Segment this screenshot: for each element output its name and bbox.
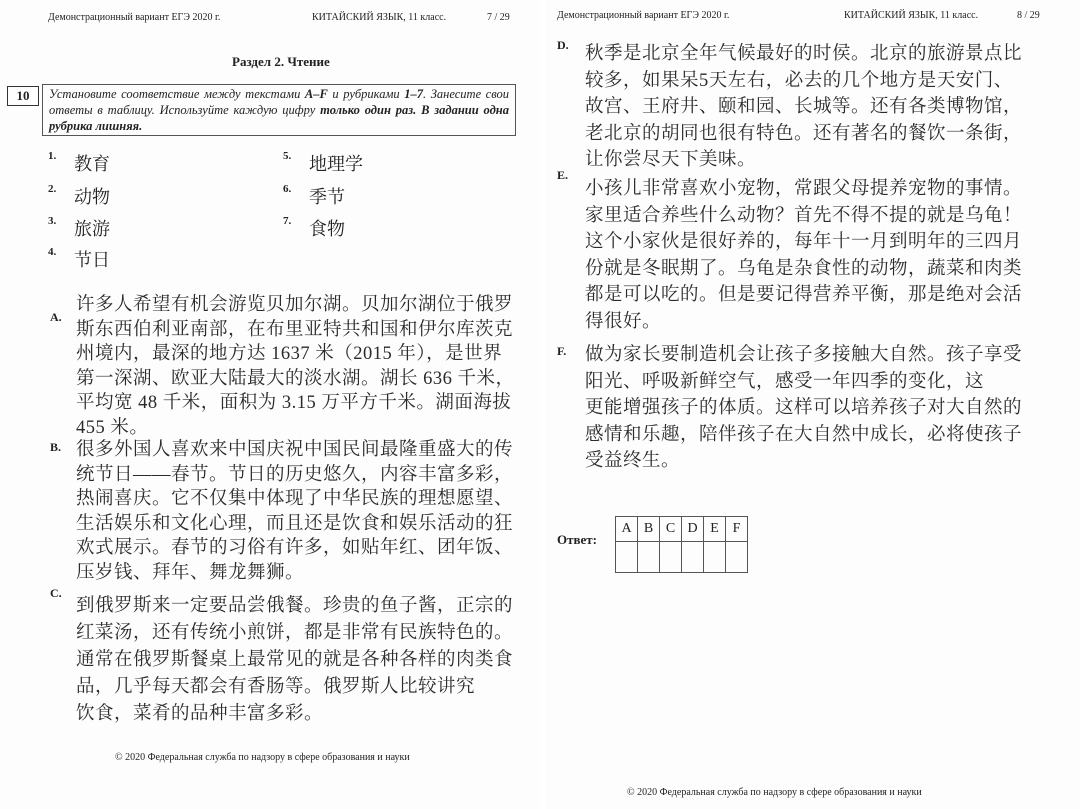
text-a-letter: A. [50,310,62,324]
text-line: 许多人希望有机会游览贝加尔湖。贝加尔湖位于俄罗 [76,295,514,315]
text-d-letter: D. [557,38,569,52]
rubric-number: 1. [48,150,57,162]
rubric-label: 节日 [74,250,110,270]
text-line: 做为家长要制造机会让孩子多接触大自然。孩子享受 [585,345,1023,365]
text-line: 让你尝尽天下美味。 [585,150,757,170]
instruction-bold: только один раз. В задании одна рубрика лишняя. [49,103,509,133]
rubric-number: 7. [283,215,292,227]
instruction-text: . Занесите свои ответы в таблицу. Используйте каждую цифру [49,87,509,117]
rubric-number: 2. [48,183,57,195]
text-line: 感情和乐趣，陪伴孩子在大自然中成长，必将使孩子 [585,424,1023,445]
rubric-label: 食物 [309,219,345,239]
text-line: 老北京的胡同也很有特色。还有著名的餐饮一条街， [585,123,1023,144]
text-line: 第一深湖、欧亚大陆最大的淡水湖。湖长 636 千米， [76,368,515,389]
text-line: 家里适合养些什么动物？首先不得不提的就是乌龟！ [585,205,1023,226]
answer-cell[interactable] [682,542,704,573]
footer: © 2020 Федеральная служба по надзору в сфере образования и науки [115,752,410,763]
rubric-label: 季节 [309,187,345,207]
text-line: 份就是冬眠期了。乌龟是杂食性的动物，蔬菜和肉类 [585,258,1023,279]
text-line: 阳光、呼吸新鲜空气，感受一年四季的变化，这 [585,371,985,392]
answer-column-header: E [704,517,726,542]
instruction-bold: A–F [304,87,328,101]
text-line: 品，几乎每天都会有香肠等。俄罗斯人比较讲究 [76,677,476,697]
text-d [585,41,1022,174]
rubric-6 [283,183,345,209]
text-line: 得很好。 [585,311,662,332]
rubric-label: 教育 [74,154,110,174]
rubric-label: 旅游 [74,219,110,239]
header-left: Демонстрационный вариант ЕГЭ 2020 г. [48,12,221,23]
footer: © 2020 Федеральная служба по надзору в сфере образования и науки [627,787,922,798]
text-e-letter: E. [557,168,569,182]
text-line: 通常在俄罗斯餐桌上最常见的就是各种各样的肉类食 [76,650,514,670]
answer-column-header: B [638,517,660,542]
text-a [76,293,515,440]
text-line: 较多，如果呆5天左右，必去的几个地方是天安门、 [585,70,1013,91]
rubric-3 [48,215,110,241]
text-line: 平均宽 48 千米，面积为 3.15 万平方千米。湖面海拔 [76,393,512,413]
task-number: 10 [7,86,39,106]
answer-cell[interactable] [726,542,748,573]
rubric-number: 4. [48,246,57,258]
text-line: 欢式展示。春节的习俗有许多，如贴年红、团年饭、 [76,538,514,558]
text-line: 455 米。 [76,417,149,438]
task-instruction [42,84,516,136]
header-left: Демонстрационный вариант ЕГЭ 2020 г. [557,10,730,21]
text-line: 很多外国人喜欢来中国庆祝中国民间最隆重盛大的传 [76,440,514,460]
answer-column-header: C [660,517,682,542]
section-title: Раздел 2. Чтение [232,54,330,69]
instruction-bold: 1–7 [404,87,424,101]
rubric-number: 5. [283,150,292,162]
page-8 [545,0,1080,809]
text-line: 热闹喜庆。它不仅集中体现了中华民族的理想愿望、 [76,489,514,509]
rubric-4 [48,246,110,272]
header-subject: КИТАЙСКИЙ ЯЗЫК, 11 класс. [312,12,447,23]
text-line: 州境内，最深的地方达 1637 米（2015 年），是世界 [76,344,503,364]
answer-header-row [616,517,748,542]
text-line: 更能增强孩子的体质。这样可以培养孩子对大自然的 [585,398,1023,418]
text-c [76,593,513,728]
rubric-label: 地理学 [309,154,363,174]
instruction-text: и рубриками [327,87,405,101]
answer-cell[interactable] [616,542,638,573]
text-b [76,438,513,585]
answer-table [615,516,748,573]
rubric-number: 3. [48,215,57,227]
text-line: 受益终生。 [585,451,681,471]
answer-cell[interactable] [638,542,660,573]
text-line: 都是可以吃的。但是要记得营养平衡，那是绝对会活 [585,285,1023,305]
text-line: 统节日——春节。节日的历史悠久，内容丰富多彩， [76,464,514,485]
text-line: 小孩儿非常喜欢小宠物，常跟父母提养宠物的事情。 [585,179,1023,199]
answer-input-row [616,542,748,573]
text-line: 饮食，菜肴的品种丰富多彩。 [76,704,324,724]
text-f-letter: F. [557,344,567,358]
text-line: 生活娱乐和文化心理，而且还是饮食和娱乐活动的狂 [76,513,514,534]
rubric-7 [283,215,345,241]
rubric-1 [48,150,110,176]
answer-label: Ответ: [557,532,598,547]
rubric-5 [283,150,363,176]
answer-cell[interactable] [660,542,682,573]
text-c-letter: C. [50,586,62,600]
instruction-text: Установите соответствие между текстами [49,87,305,101]
text-line: 到俄罗斯来一定要品尝俄餐。珍贵的鱼子酱，正宗的 [76,596,514,616]
text-e [585,176,1022,335]
text-f [585,342,1022,475]
answer-column-header: A [616,517,638,542]
text-line: 这个小家伙是很好养的，每年十一月到明年的三四月 [585,232,1023,252]
page-number: 7 / 29 [487,12,510,23]
text-line: 斯东西伯利亚南部，在布里亚特共和国和伊尔库茨克 [76,319,514,340]
text-line: 故宫、王府井、颐和园、长城等。还有各类博物馆， [585,97,1023,117]
answer-column-header: F [726,517,748,542]
text-b-letter: B. [50,440,62,454]
answer-column-header: D [682,517,704,542]
header-subject: КИТАЙСКИЙ ЯЗЫК, 11 класс. [844,10,979,21]
rubric-label: 动物 [74,187,110,207]
text-line: 红菜汤，还有传统小煎饼，都是非常有民族特色的。 [76,623,514,643]
rubric-number: 6. [283,183,292,195]
text-line: 压岁钱、拜年、舞龙舞狮。 [76,562,305,583]
text-line: 秋季是北京全年气候最好的时侯。北京的旅游景点比 [585,44,1023,64]
rubric-2 [48,183,110,209]
answer-cell[interactable] [704,542,726,573]
page-number: 8 / 29 [1017,10,1040,21]
